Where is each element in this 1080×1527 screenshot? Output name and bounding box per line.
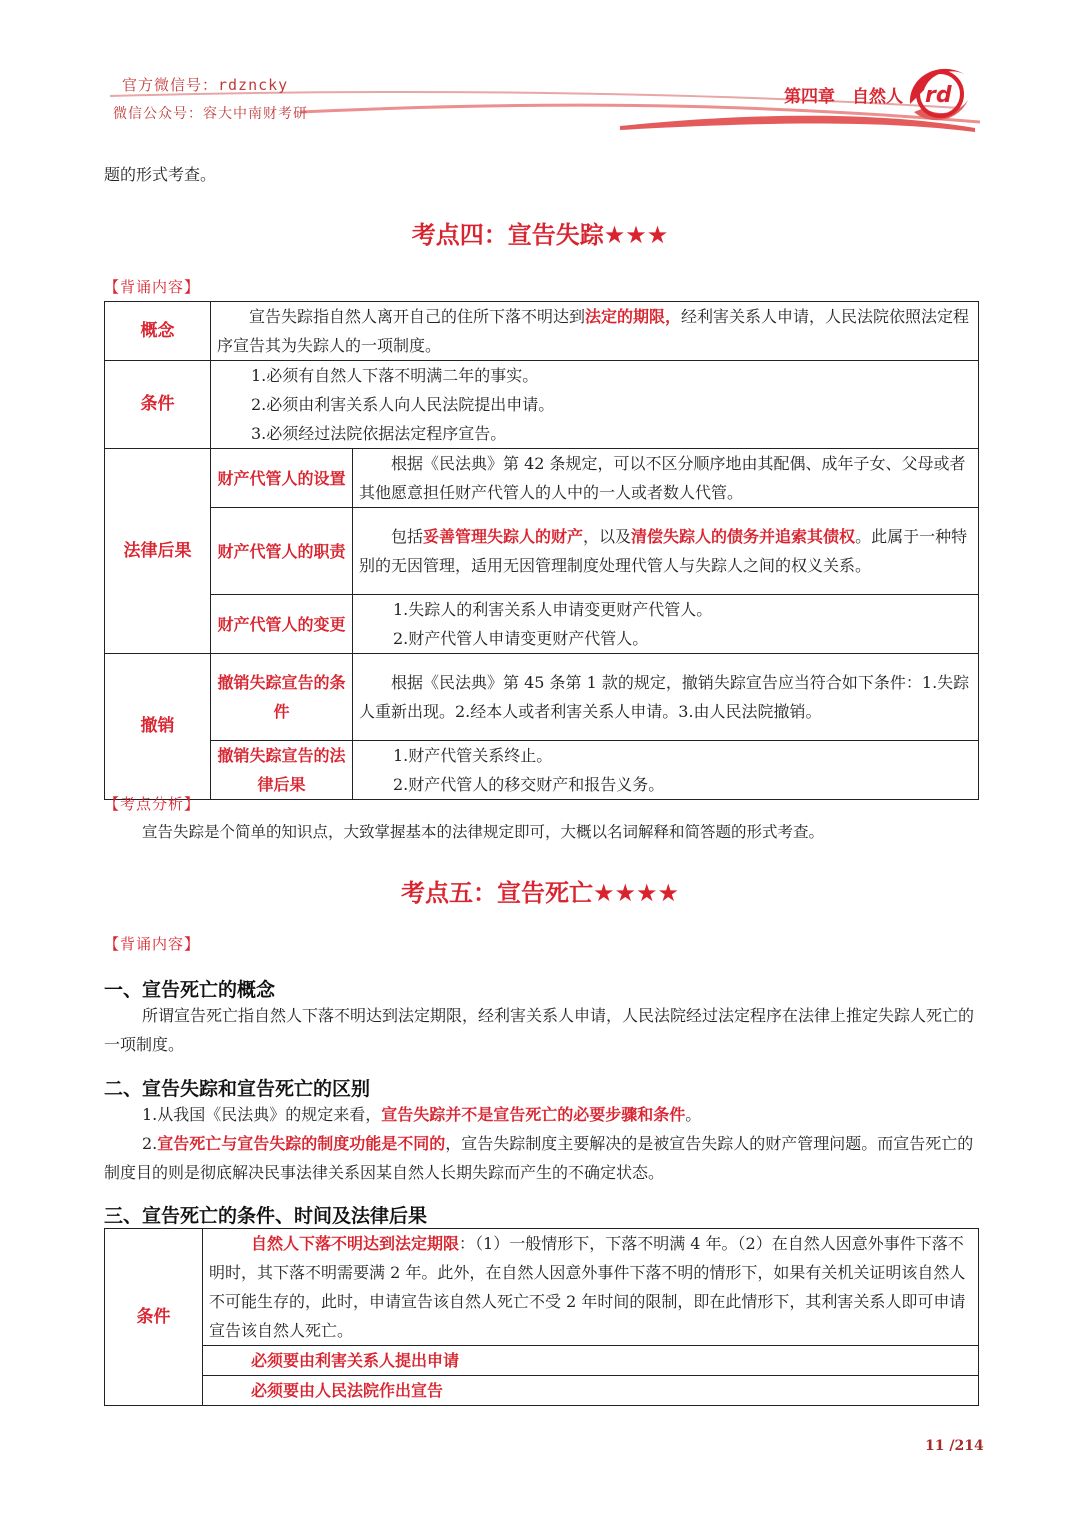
intro-line: 题的形式考查。 [104, 165, 217, 184]
table-row-condition-applicant [105, 1346, 979, 1376]
section5-title: 考点五：宣告死亡★★★★ [400, 879, 680, 907]
section4-analysis-text: 宣告失踪是个简单的知识点，大致掌握基本的法律规定即可，大概以名词解释和简答题的形式考查。 [142, 823, 825, 841]
list-item: 2.财产代管人的移交财产和报告义务。 [393, 775, 665, 794]
table-row-concept [105, 302, 979, 361]
difference-2: 2.宣告死亡与宣告失踪的制度功能是不同的，宣告失踪制度主要解决的是被宣告失踪人的财产管理问题。而宣告死亡的制度目的则是彻底解决民事法律关系因某自然人长期失踪而产生的不确定状态。 [104, 1134, 974, 1182]
custodian-setup-text: 根据《民法典》第 42 条规定，可以不区分顺序地由其配偶、成年子女、父母或者其他愿意担任财产代管人的人中的一人或者数人代管。 [353, 449, 979, 508]
section4-table [104, 301, 979, 800]
condition-period-text: 自然人下落不明达到法定期限：（1）一般情形下，下落不明满 4 年。（2）在自然人因意外事件下落不明时，其下落不明需要满 2 年。此外，在自然人因意外事件下落不明的情形下，如果有关机关证明该自然人不可能生存的，此时，申请宣告该自然人死亡不受 2 年时间的限制，即在此情形下，其利害关系人即可申请宣告该自然人死亡。 [203, 1229, 979, 1346]
section5-paragraph-1: 所谓宣告死亡指自然人下落不明达到法定期限，经利害关系人申请，人民法院经过法定程序在法律上推定失踪人死亡的一项制度。 [104, 1006, 975, 1054]
custodian-duty-label: 财产代管人的职责 [211, 508, 353, 595]
list-item: 1.失踪人的利害关系人申请变更财产代管人。 [393, 600, 713, 619]
conditions-label: 条件 [105, 361, 211, 449]
wechat-official-id: 官方微信号：rdzncky [122, 76, 289, 94]
table-row-condition-court [105, 1376, 979, 1406]
section4-analysis-tag: 【考点分析】 [104, 795, 201, 813]
page-number: 11 /214 [925, 1438, 984, 1454]
brand-logo-icon [900, 56, 974, 128]
concept-label: 概念 [105, 302, 211, 361]
table-row-revoke-effect [105, 741, 979, 800]
table-row-conditions [105, 361, 979, 449]
section4-recite-tag: 【背诵内容】 [104, 278, 201, 296]
section5-heading-1: 一、宣告死亡的概念 [104, 979, 276, 1001]
revoke-cond-label: 撤销失踪宣告的条件 [211, 654, 353, 741]
difference-1: 1.从我国《民法典》的规定来看，宣告失踪并不是宣告死亡的必要步骤和条件。 [142, 1105, 702, 1124]
list-item: 3.必须经过法院依据法定程序宣告。 [251, 424, 507, 443]
legal-effect-label: 法律后果 [105, 449, 211, 654]
table-row-condition-period [105, 1229, 979, 1346]
death-conditions-table [104, 1228, 979, 1406]
list-item: 2.财产代管人申请变更财产代管人。 [393, 629, 649, 648]
revoke-effect-label: 撤销失踪宣告的法律后果 [211, 741, 353, 800]
chapter-title: 第四章 自然人 [784, 87, 903, 107]
list-item: 1.财产代管关系终止。 [393, 746, 553, 765]
custodian-change-list [353, 595, 979, 654]
death-conditions-label: 条件 [105, 1229, 203, 1406]
custodian-setup-label: 财产代管人的设置 [211, 449, 353, 508]
revoke-effect-list [353, 741, 979, 800]
wechat-public-account: 微信公众号：容大中南财考研 [113, 106, 308, 122]
section4-title: 考点四：宣告失踪★★★ [411, 221, 669, 249]
condition-court-text: 必须要由人民法院作出宣告 [203, 1376, 979, 1406]
svg-text:rd: rd [925, 83, 952, 108]
table-row-custodian-change [105, 595, 979, 654]
custodian-duty-text: 包括妥善管理失踪人的财产，以及清偿失踪人的债务并追索其债权。此属于一种特别的无因管理，适用无因管理制度处理代管人与失踪人之间的权义关系。 [353, 508, 979, 595]
page-header [0, 0, 1080, 140]
section5-heading-3: 三、宣告死亡的条件、时间及法律后果 [104, 1205, 428, 1227]
revoke-label: 撤销 [105, 654, 211, 800]
table-row-custodian-duty [105, 508, 979, 595]
section5-recite-tag: 【背诵内容】 [104, 935, 201, 953]
section5-heading-2: 二、宣告失踪和宣告死亡的区别 [104, 1078, 371, 1100]
custodian-change-label: 财产代管人的变更 [211, 595, 353, 654]
table-row-revoke-conditions [105, 654, 979, 741]
concept-text: 宣告失踪指自然人离开自己的住所下落不明达到法定的期限，经利害关系人申请，人民法院依照法定程序宣告其为失踪人的一项制度。 [211, 302, 979, 361]
list-item: 1.必须有自然人下落不明满二年的事实。 [251, 366, 539, 385]
table-row-custodian-setup [105, 449, 979, 508]
revoke-cond-text: 根据《民法典》第 45 条第 1 款的规定，撤销失踪宣告应当符合如下条件：1.失踪人重新出现。2.经本人或者利害关系人申请。3.由人民法院撤销。 [353, 654, 979, 741]
condition-applicant-text: 必须要由利害关系人提出申请 [203, 1346, 979, 1376]
conditions-list [211, 361, 979, 449]
list-item: 2.必须由利害关系人向人民法院提出申请。 [251, 395, 555, 414]
